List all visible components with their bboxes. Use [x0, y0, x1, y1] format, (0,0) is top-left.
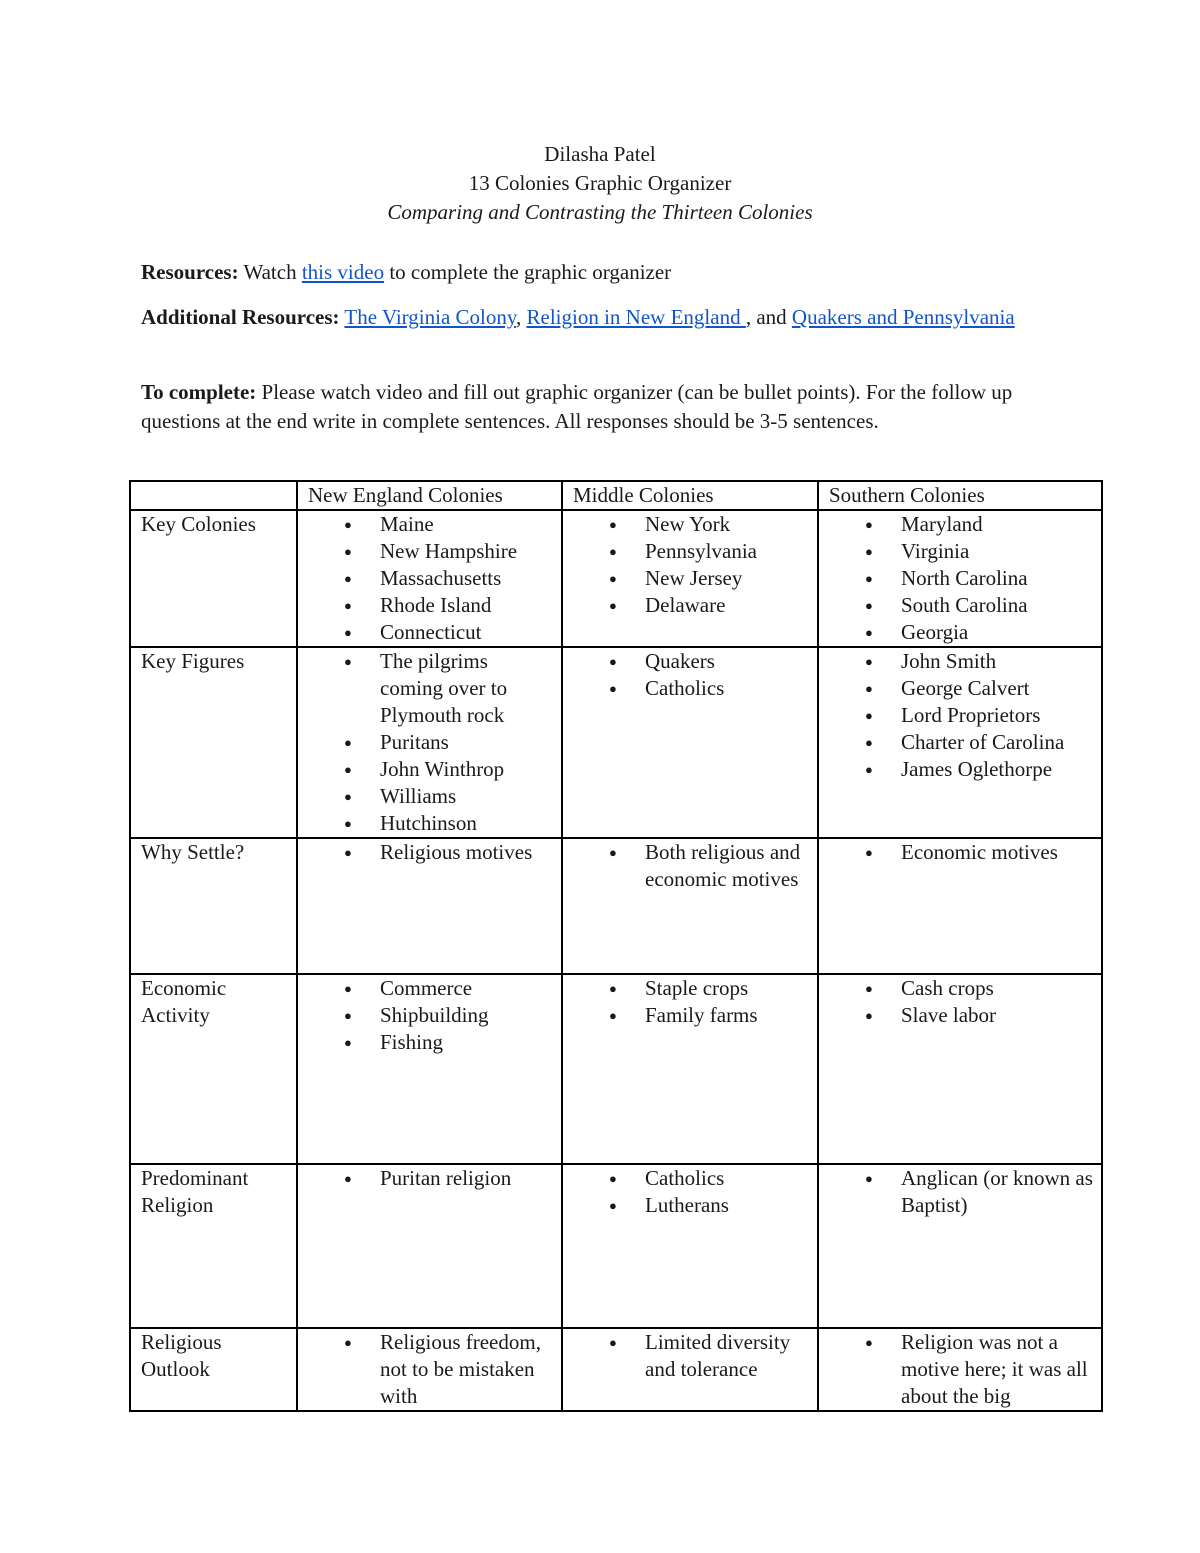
list-item: ● Catholics [645, 675, 809, 702]
document-title: 13 Colonies Graphic Organizer [468, 171, 732, 195]
resources-text-before: Watch [238, 260, 302, 284]
list-item: ● Hutchinson [380, 810, 553, 837]
row-key-figures [130, 647, 1102, 838]
list-item: ● Pennsylvania [645, 538, 809, 565]
list-item: ● Delaware [645, 592, 809, 619]
list-item: ● Slave labor [901, 1002, 1093, 1029]
list-item: ● New York [645, 511, 809, 538]
list-item: ● Georgia [901, 619, 1093, 646]
list-item: ● Religious freedom, not to be mistaken with [380, 1329, 553, 1410]
row-label: Key Colonies [130, 510, 297, 647]
list-item: ● New Jersey [645, 565, 809, 592]
cell-new-england [297, 510, 562, 647]
list-item: ● Commerce [380, 975, 553, 1002]
list-item: ● Connecticut [380, 619, 553, 646]
list-item: ● Williams [380, 783, 553, 810]
list-item: ● South Carolina [901, 592, 1093, 619]
additional-sep-2: , and [745, 305, 792, 329]
list-item: ● Religion was not a motive here; it was all about the big [901, 1329, 1093, 1410]
list-item: ● John Winthrop [380, 756, 553, 783]
list-item: ● Virginia [901, 538, 1093, 565]
list-item: ● John Smith [901, 648, 1093, 675]
list-item: ● Rhode Island [380, 592, 553, 619]
list-item: ● Maine [380, 511, 553, 538]
list-item: ● Religious motives [380, 839, 553, 866]
row-label: Predominant Religion [130, 1164, 297, 1328]
cell-new-england [297, 838, 562, 974]
list-item: ● North Carolina [901, 565, 1093, 592]
student-name: Dilasha Patel [544, 142, 656, 166]
row-predominant-religion [130, 1164, 1102, 1328]
list-item: ● Shipbuilding [380, 1002, 553, 1029]
list-item: ● Economic motives [901, 839, 1093, 866]
list-item: ● Puritans [380, 729, 553, 756]
list-item: ● Lutherans [645, 1192, 809, 1219]
list-item: ● Quakers [645, 648, 809, 675]
cell-southern [818, 647, 1102, 838]
cell-middle [562, 1164, 818, 1328]
cell-middle [562, 974, 818, 1164]
header-new-england: New England Colonies [297, 481, 562, 510]
list-item: ● Family farms [645, 1002, 809, 1029]
row-why-settle [130, 838, 1102, 974]
cell-southern [818, 1164, 1102, 1328]
cell-middle [562, 838, 818, 974]
video-link[interactable]: this video [301, 260, 385, 284]
list-item: ● Lord Proprietors [901, 702, 1093, 729]
quakers-pennsylvania-link[interactable]: Quakers and Pennsylvania [791, 305, 1015, 329]
to-complete-paragraph [141, 378, 1041, 436]
row-key-colonies [130, 510, 1102, 647]
list-item: ● Cash crops [901, 975, 1093, 1002]
row-label: Economic Activity [130, 974, 297, 1164]
additional-sep-1: , [516, 305, 527, 329]
resources-paragraph [141, 258, 1041, 287]
header-middle: Middle Colonies [562, 481, 818, 510]
list-item: ● New Hampshire [380, 538, 553, 565]
list-item: ● Limited diversity and tolerance [645, 1329, 809, 1383]
cell-new-england [297, 974, 562, 1164]
additional-resources-label: Additional Resources: [141, 305, 340, 329]
cell-southern [818, 1328, 1102, 1411]
cell-southern [818, 510, 1102, 647]
list-item: ● Massachusetts [380, 565, 553, 592]
cell-middle [562, 1328, 818, 1411]
list-item: ● Anglican (or known as Baptist) [901, 1165, 1093, 1219]
cell-middle [562, 510, 818, 647]
header-southern: Southern Colonies [818, 481, 1102, 510]
list-item: ● Maryland [901, 511, 1093, 538]
cell-new-england [297, 647, 562, 838]
document-subtitle: Comparing and Contrasting the Thirteen Colonies [387, 200, 813, 224]
resources-text-after: to complete the graphic organizer [384, 260, 672, 284]
row-label: Religious Outlook [130, 1328, 297, 1411]
header-cell-empty [130, 481, 297, 510]
list-item: ● Puritan religion [380, 1165, 553, 1192]
cell-new-england [297, 1328, 562, 1411]
table-header-row [130, 481, 1102, 510]
to-complete-text: Please watch video and fill out graphic organizer (can be bullet points). For the follow up questions at the end write in complete sentences. All responses should be 3-5 sentences. [141, 380, 1013, 433]
row-religious-outlook [130, 1328, 1102, 1411]
cell-southern [818, 838, 1102, 974]
list-item: ● Catholics [645, 1165, 809, 1192]
list-item: ● Staple crops [645, 975, 809, 1002]
religion-new-england-link[interactable]: Religion in New England [526, 305, 746, 329]
cell-new-england [297, 1164, 562, 1328]
list-item: ● Charter of Carolina [901, 729, 1093, 756]
document-header [0, 140, 1200, 227]
graphic-organizer-table [129, 480, 1103, 1412]
list-item: ● The pilgrims coming over to Plymouth rock [380, 648, 553, 729]
row-label: Why Settle? [130, 838, 297, 974]
virginia-colony-link[interactable]: The Virginia Colony [344, 305, 517, 329]
list-item: ● George Calvert [901, 675, 1093, 702]
list-item: ● Both religious and economic motives [645, 839, 809, 893]
row-label: Key Figures [130, 647, 297, 838]
resources-label: Resources: [141, 260, 239, 284]
cell-middle [562, 647, 818, 838]
to-complete-label: To complete: [141, 380, 257, 404]
additional-resources-paragraph [141, 303, 1021, 332]
list-item: ● Fishing [380, 1029, 553, 1056]
row-economic-activity [130, 974, 1102, 1164]
cell-southern [818, 974, 1102, 1164]
list-item: ● James Oglethorpe [901, 756, 1093, 783]
